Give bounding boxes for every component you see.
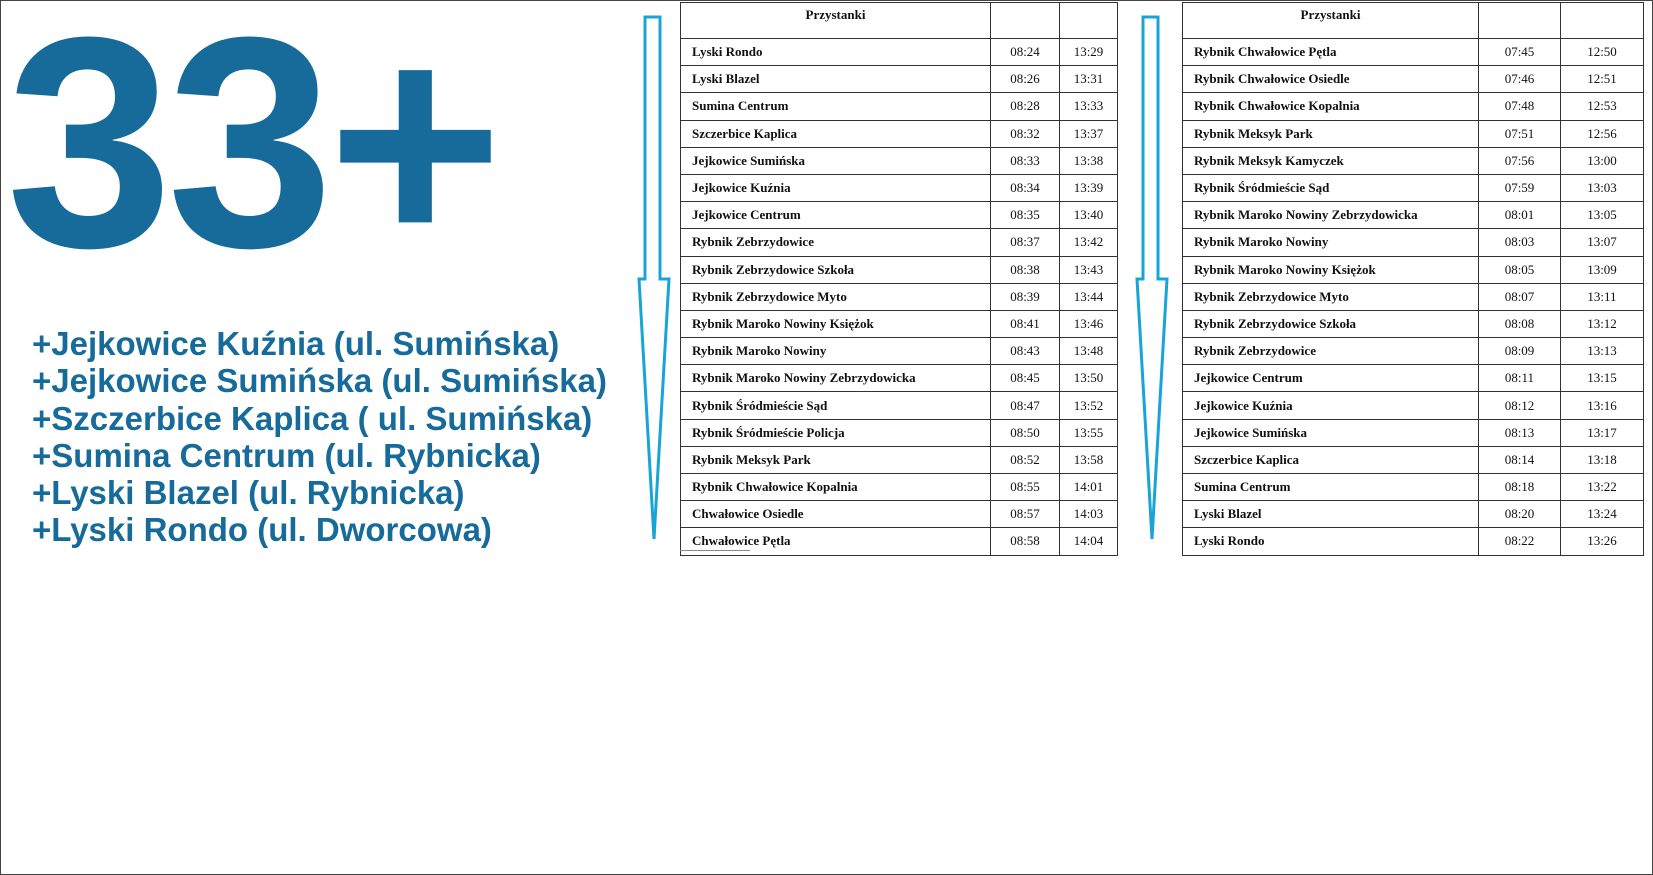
stop-name: Jejkowice Centrum xyxy=(1183,365,1479,392)
departure-time: 08:09 xyxy=(1479,338,1561,365)
header-blank xyxy=(991,3,1060,39)
line-number: 33+ xyxy=(6,0,497,310)
departure-time: 08:50 xyxy=(991,419,1060,446)
departure-time: 07:59 xyxy=(1479,174,1561,201)
stop-name: Lyski Rondo xyxy=(1183,528,1479,555)
stop-name: Rybnik Zebrzydowice xyxy=(681,229,991,256)
departure-time: 13:09 xyxy=(1561,256,1644,283)
departure-time: 13:26 xyxy=(1561,528,1644,555)
stop-name: Lyski Rondo xyxy=(681,39,991,66)
table-row xyxy=(681,39,1118,66)
table-row xyxy=(1183,392,1644,419)
added-stops-list xyxy=(32,325,607,549)
departure-time: 12:53 xyxy=(1561,93,1644,120)
stop-name: Sumina Centrum xyxy=(681,93,991,120)
departure-time: 08:08 xyxy=(1479,310,1561,337)
departure-time: 13:43 xyxy=(1060,256,1118,283)
departure-time: 08:35 xyxy=(991,202,1060,229)
departure-time: 13:07 xyxy=(1561,229,1644,256)
header-blank xyxy=(1479,3,1561,39)
departure-time: 13:38 xyxy=(1060,147,1118,174)
stop-name: Jejkowice Sumińska xyxy=(1183,419,1479,446)
stop-name: Rybnik Chwałowice Kopalnia xyxy=(681,474,991,501)
departure-time: 08:47 xyxy=(991,392,1060,419)
stop-name: Szczerbice Kaplica xyxy=(681,120,991,147)
stop-name: Rybnik Śródmieście Policja xyxy=(681,419,991,446)
departure-time: 08:26 xyxy=(991,66,1060,93)
departure-time: 08:43 xyxy=(991,338,1060,365)
timetable-inbound xyxy=(1182,2,1644,556)
departure-time: 08:39 xyxy=(991,283,1060,310)
departure-time: 08:07 xyxy=(1479,283,1561,310)
table-row xyxy=(1183,202,1644,229)
stop-name: Rybnik Zebrzydowice xyxy=(1183,338,1479,365)
table-row xyxy=(681,446,1118,473)
departure-time: 13:18 xyxy=(1561,446,1644,473)
departure-time: 13:48 xyxy=(1060,338,1118,365)
table-row xyxy=(681,147,1118,174)
departure-time: 13:44 xyxy=(1060,283,1118,310)
timetable-header-row xyxy=(681,3,1118,39)
stop-name: Szczerbice Kaplica xyxy=(1183,446,1479,473)
direction-arrow-down-icon xyxy=(1134,14,1170,544)
departure-time: 14:01 xyxy=(1060,474,1118,501)
departure-time: 13:40 xyxy=(1060,202,1118,229)
departure-time: 13:22 xyxy=(1561,474,1644,501)
departure-time: 13:37 xyxy=(1060,120,1118,147)
departure-time: 08:01 xyxy=(1479,202,1561,229)
table-row xyxy=(1183,528,1644,555)
table-row xyxy=(681,174,1118,201)
departure-time: 08:58 xyxy=(991,528,1060,555)
stop-name: Rybnik Zebrzydowice Szkoła xyxy=(681,256,991,283)
table-row xyxy=(681,338,1118,365)
table-row xyxy=(681,229,1118,256)
table-row xyxy=(681,283,1118,310)
stop-name: Lyski Blazel xyxy=(1183,501,1479,528)
departure-time: 08:32 xyxy=(991,120,1060,147)
table-row xyxy=(681,310,1118,337)
departure-time: 07:51 xyxy=(1479,120,1561,147)
departure-time: 08:45 xyxy=(991,365,1060,392)
departure-time: 08:38 xyxy=(991,256,1060,283)
stop-name: Rybnik Meksyk Kamyczek xyxy=(1183,147,1479,174)
departure-time: 08:37 xyxy=(991,229,1060,256)
stop-name: Rybnik Zebrzydowice Myto xyxy=(681,283,991,310)
departure-time: 08:28 xyxy=(991,93,1060,120)
departure-time: 13:39 xyxy=(1060,174,1118,201)
table-row xyxy=(681,419,1118,446)
departure-time: 07:56 xyxy=(1479,147,1561,174)
table-row xyxy=(681,202,1118,229)
header-stops: Przystanki xyxy=(681,3,991,39)
added-stop: +Jejkowice Sumińska (ul. Sumińska) xyxy=(32,362,607,400)
table-row xyxy=(1183,365,1644,392)
departure-time: 08:18 xyxy=(1479,474,1561,501)
header-blank xyxy=(1060,3,1118,39)
departure-time: 12:50 xyxy=(1561,39,1644,66)
stop-name: Rybnik Maroko Nowiny Zebrzydowicka xyxy=(1183,202,1479,229)
stop-name: Rybnik Chwałowice Kopalnia xyxy=(1183,93,1479,120)
departure-time: 08:22 xyxy=(1479,528,1561,555)
departure-time: 14:04 xyxy=(1060,528,1118,555)
departure-time: 13:55 xyxy=(1060,419,1118,446)
departure-time: 13:29 xyxy=(1060,39,1118,66)
departure-time: 08:11 xyxy=(1479,365,1561,392)
direction-arrow-down-icon xyxy=(636,14,672,544)
departure-time: 08:13 xyxy=(1479,419,1561,446)
departure-time: 08:33 xyxy=(991,147,1060,174)
departure-time: 13:24 xyxy=(1561,501,1644,528)
departure-time: 12:51 xyxy=(1561,66,1644,93)
table-row xyxy=(1183,283,1644,310)
added-stop: +Lyski Blazel (ul. Rybnicka) xyxy=(32,474,465,512)
stop-name: Lyski Blazel xyxy=(681,66,991,93)
departure-time: 13:46 xyxy=(1060,310,1118,337)
table-row xyxy=(1183,174,1644,201)
table-underline xyxy=(680,550,750,554)
table-row xyxy=(1183,338,1644,365)
table-row xyxy=(681,392,1118,419)
table-row xyxy=(681,256,1118,283)
stop-name: Chwałowice Osiedle xyxy=(681,501,991,528)
departure-time: 13:00 xyxy=(1561,147,1644,174)
departure-time: 07:45 xyxy=(1479,39,1561,66)
stop-name: Rybnik Maroko Nowiny Księżok xyxy=(681,310,991,337)
departure-time: 14:03 xyxy=(1060,501,1118,528)
stop-name: Chwałowice Pętla xyxy=(681,528,991,555)
departure-time: 08:14 xyxy=(1479,446,1561,473)
departure-time: 13:31 xyxy=(1060,66,1118,93)
departure-time: 08:20 xyxy=(1479,501,1561,528)
departure-time: 07:48 xyxy=(1479,93,1561,120)
added-stop: +Lyski Rondo (ul. Dworcowa) xyxy=(32,511,492,549)
arrow-outline xyxy=(639,17,669,539)
table-row xyxy=(1183,310,1644,337)
departure-time: 08:57 xyxy=(991,501,1060,528)
departure-time: 08:34 xyxy=(991,174,1060,201)
header-stops: Przystanki xyxy=(1183,3,1479,39)
timetable-outbound xyxy=(680,2,1118,556)
stop-name: Rybnik Meksyk Park xyxy=(681,446,991,473)
added-stop: +Sumina Centrum (ul. Rybnicka) xyxy=(32,436,541,474)
departure-time: 13:12 xyxy=(1561,310,1644,337)
table-row xyxy=(681,120,1118,147)
added-stop: +Jejkowice Kuźnia (ul. Sumińska) xyxy=(32,325,560,362)
departure-time: 07:46 xyxy=(1479,66,1561,93)
table-row xyxy=(1183,501,1644,528)
departure-time: 08:52 xyxy=(991,446,1060,473)
departure-time: 13:52 xyxy=(1060,392,1118,419)
stop-name: Jejkowice Sumińska xyxy=(681,147,991,174)
table-row xyxy=(681,93,1118,120)
departure-time: 13:13 xyxy=(1561,338,1644,365)
departure-time: 08:55 xyxy=(991,474,1060,501)
stop-name: Rybnik Meksyk Park xyxy=(1183,120,1479,147)
stop-name: Rybnik Maroko Nowiny Zebrzydowicka xyxy=(681,365,991,392)
table-row xyxy=(1183,93,1644,120)
stop-name: Rybnik Śródmieście Sąd xyxy=(1183,174,1479,201)
stop-name: Rybnik Chwałowice Osiedle xyxy=(1183,66,1479,93)
departure-time: 13:11 xyxy=(1561,283,1644,310)
table-row xyxy=(1183,39,1644,66)
table-row xyxy=(1183,256,1644,283)
stop-name: Rybnik Zebrzydowice Szkoła xyxy=(1183,310,1479,337)
stop-name: Rybnik Maroko Nowiny Księżok xyxy=(1183,256,1479,283)
departure-time: 08:12 xyxy=(1479,392,1561,419)
table-row xyxy=(681,365,1118,392)
arrow-outline xyxy=(1137,17,1167,539)
departure-time: 13:16 xyxy=(1561,392,1644,419)
stop-name: Rybnik Zebrzydowice Myto xyxy=(1183,283,1479,310)
table-row xyxy=(1183,120,1644,147)
stop-name: Sumina Centrum xyxy=(1183,474,1479,501)
departure-time: 08:03 xyxy=(1479,229,1561,256)
header-blank xyxy=(1561,3,1644,39)
table-row xyxy=(1183,147,1644,174)
departure-time: 13:05 xyxy=(1561,202,1644,229)
table-row xyxy=(681,66,1118,93)
departure-time: 13:15 xyxy=(1561,365,1644,392)
departure-time: 13:03 xyxy=(1561,174,1644,201)
departure-time: 12:56 xyxy=(1561,120,1644,147)
stop-name: Rybnik Maroko Nowiny xyxy=(1183,229,1479,256)
departure-time: 13:58 xyxy=(1060,446,1118,473)
added-stop: +Szczerbice Kaplica ( ul. Sumińska) xyxy=(32,399,593,437)
timetable-header-row xyxy=(1183,3,1644,39)
table-row xyxy=(681,501,1118,528)
stop-name: Jejkowice Kuźnia xyxy=(1183,392,1479,419)
table-row xyxy=(1183,66,1644,93)
table-row xyxy=(681,474,1118,501)
table-row xyxy=(1183,474,1644,501)
stop-name: Rybnik Maroko Nowiny xyxy=(681,338,991,365)
stop-name: Rybnik Śródmieście Sąd xyxy=(681,392,991,419)
departure-time: 13:17 xyxy=(1561,419,1644,446)
departure-time: 08:05 xyxy=(1479,256,1561,283)
table-row xyxy=(1183,446,1644,473)
stop-name: Rybnik Chwałowice Pętla xyxy=(1183,39,1479,66)
table-row xyxy=(1183,229,1644,256)
stop-name: Jejkowice Kuźnia xyxy=(681,174,991,201)
departure-time: 13:50 xyxy=(1060,365,1118,392)
stop-name: Jejkowice Centrum xyxy=(681,202,991,229)
table-row xyxy=(1183,419,1644,446)
departure-time: 13:42 xyxy=(1060,229,1118,256)
departure-time: 08:24 xyxy=(991,39,1060,66)
departure-time: 13:33 xyxy=(1060,93,1118,120)
departure-time: 08:41 xyxy=(991,310,1060,337)
